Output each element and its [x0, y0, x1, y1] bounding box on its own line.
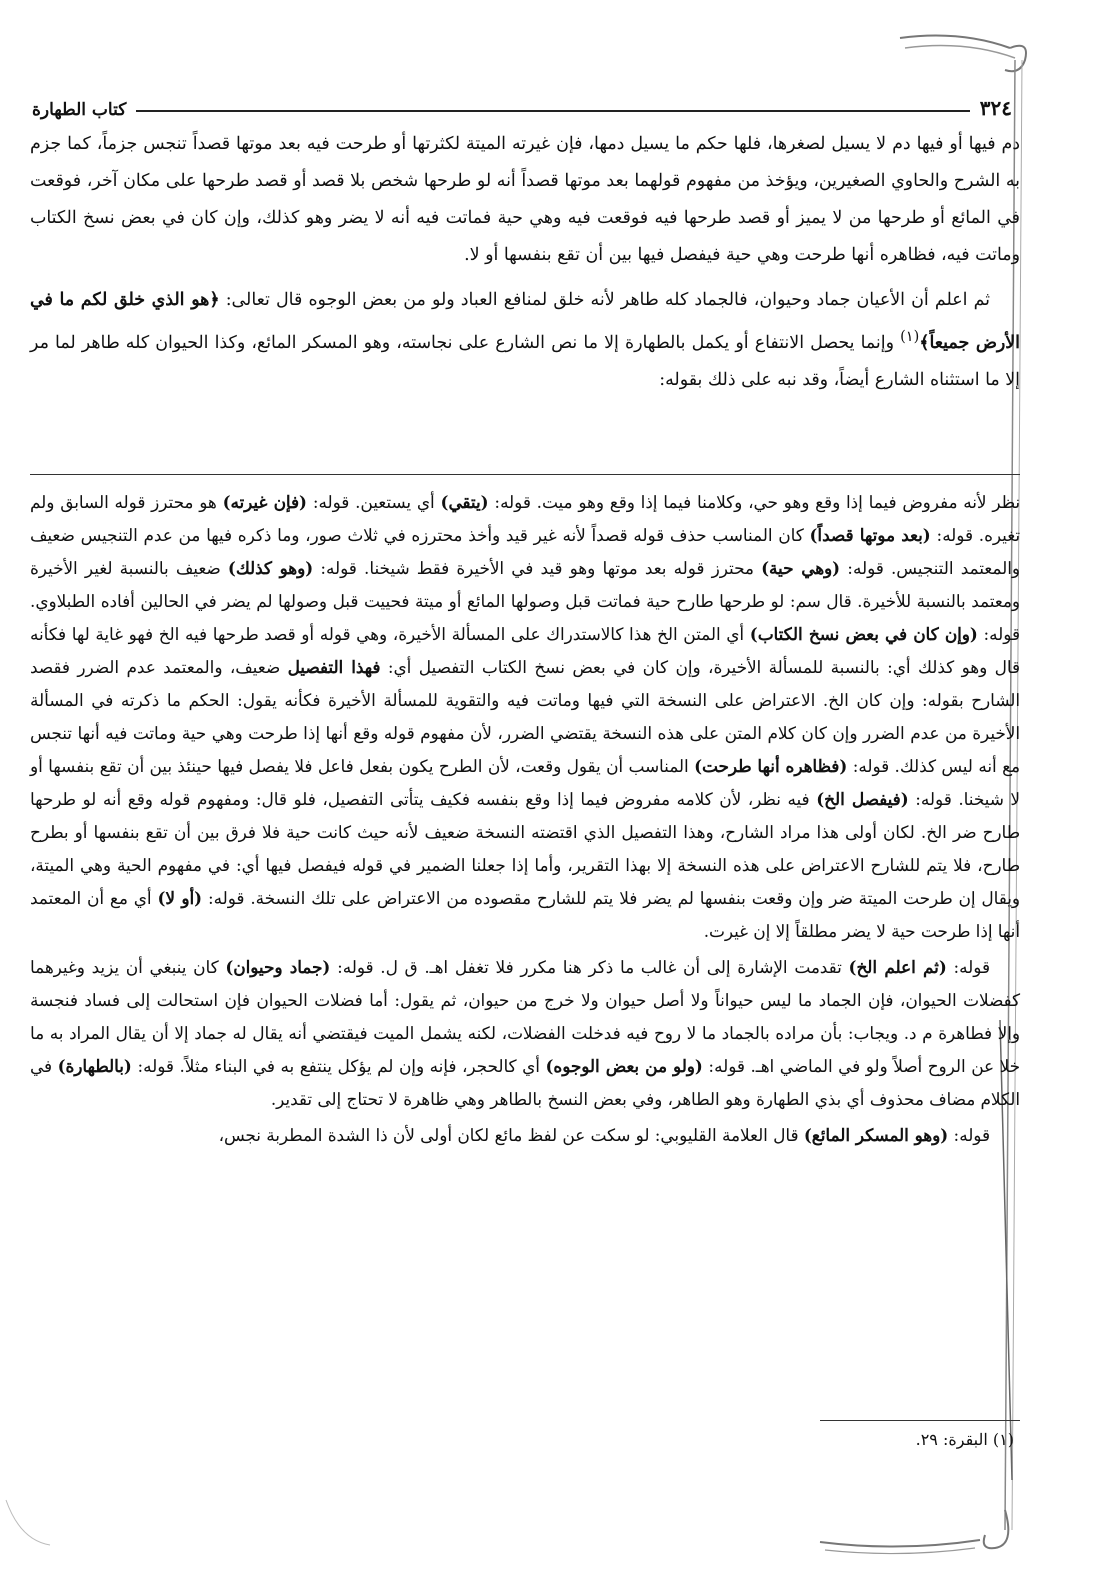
commentary-text: هو محترز قوله السابق ولم تغيره. قوله:: [30, 492, 1020, 545]
commentary-text: قوله:: [946, 957, 990, 977]
commentary-lemma: (فيفصل الخ): [816, 789, 909, 809]
main-paragraph-2-start: ثم اعلم أن الأعيان جماد وحيوان، فالجماد كله طاهر لأنه خلق لمنافع العباد ولو من بعض الوجوه قال تعالى:: [225, 290, 990, 310]
commentary-text: محترز قوله بعد موتها وهو قيد في الأخيرة فقط شيخنا. قوله:: [313, 558, 762, 578]
commentary-lemma: (يتقي): [440, 492, 489, 512]
running-title: كتاب الطهارة: [32, 100, 127, 120]
commentary-text: أي يستعين. قوله:: [307, 492, 441, 512]
commentary-text: فيه نظر، لأن كلامه مفروض فيما إذا وقع بنفسه فكيف يتأتى التفصيل، فلو قال: ومفهوم قوله وقع أنه لو طرحها طارح ضر الخ. لكان أولى هذا مراد الشارح، وهذا التفصيل الذي اقتضته النسخة ضعيف لأنه حيث كانت حية فلا فرق بين أن تقع بنفسها أو بطرح طارح، فلا يتم للشارح الاعتراض على هذه النسخة إلا بهذا التقرير، وأما إذا جعلنا الضمير في قوله فيفصل فيها أي: في مفهوم الحية وهي الميتة، ويقال إن طرحت الميتة ضر وإن وقعت بنفسها لم يضر فلا يتم للشارح مقصوده من الاعتراض على تلك النسخة. قوله:: [30, 789, 1021, 908]
commentary-text: أي مع أن المعتمد أنها إذا طرحت حية لا يضر مطلقاً إلا إن غيرت.: [30, 888, 1020, 941]
commentary-paragraph-1: [30, 486, 1020, 948]
commentary-separator: [30, 474, 1020, 475]
commentary-lemma: (فظاهره أنها طرحت): [694, 756, 848, 776]
main-paragraph-2: [30, 282, 1020, 399]
commentary-lemma: (ولو من بعض الوجوه): [545, 1056, 703, 1076]
book-page: [30, 80, 1020, 1510]
commentary-text: تقدمت الإشارة إلى أن غالب ما ذكر هنا مكرر فلا تغفل اهـ. ق ل. قوله:: [330, 957, 849, 977]
main-text: [30, 126, 1020, 399]
footnote-separator: [820, 1420, 1020, 1421]
page-number: ٣٢٤: [979, 96, 1012, 120]
commentary-text: أي كالحجر، فإنه وإن لم يؤكل ينتفع به في البناء مثلاً. قوله:: [131, 1056, 546, 1076]
commentary-text: قال العلامة القليوبي: لو سكت عن لفظ مائع لكان أولى لأن ذا الشدة المطربة نجس،: [218, 1125, 804, 1145]
commentary-text: قوله:: [948, 1125, 990, 1145]
commentary-lemma: (وهو كذلك): [227, 558, 314, 578]
commentary-text: أي المتن الخ هذا كالاستدراك على المسألة الأخيرة، وهي قوله أو قصد طرحها فيه الخ فهو غاية لها فكأنه قال وهو كذلك أي: بالنسبة للمسألة الأخيرة، وإن كان في بعض نسخ الكتاب التفصيل أي:: [30, 624, 1020, 677]
main-paragraph-1: دم فيها أو فيها دم لا يسيل لصغرها، فلها حكم ما يسيل دمها، فإن غيرته الميتة لكثرتها أو طرحت فيه بعد موتها قصداً تنجس جزماً، كما جزم به الشرح والحاوي الصغيرين، ويؤخذ من مفهوم قولهما بعد موتها قصداً أنه لو طرحها شخص بلا قصد أو قصد طرحها على مكان آخر، فوقعت في المائع أو طرحها من لا يميز أو قصد طرحها فيه فوقعت فيه وهي حية فماتت فيه أنه لا يضر وهو كذلك، وإن كان في بعض نسخ الكتاب وماتت فيه، فظاهره أنها طرحت وهي حية فيفصل فيها بين أن تقع بنفسها أو لا.: [30, 134, 1020, 265]
commentary-lemma: (بعد موتها قصداً): [809, 525, 931, 545]
page-header: [30, 80, 1020, 120]
main-paragraph-2-end: وإنما يحصل الانتفاع أو يكمل بالطهارة إلا ما نص الشارع على نجاسته، وهو المسكر المائع، وكذا الحيوان كله طاهر لما مر إلا ما استثناه الشارع أيضاً، وقد نبه على ذلك بقوله:: [30, 332, 1020, 390]
commentary-lemma: (بالطهارة): [57, 1056, 132, 1076]
commentary-text: نظر لأنه مفروض فيما إذا وقع وهو حي، وكلامنا فيما إذا وقع وهو ميت. قوله:: [488, 492, 1021, 512]
commentary-text: ضعيف، والمعتمد عدم الضرر فقصد الشارح بقوله: وإن كان الخ. الاعتراض على النسخة التي فيها وماتت فيه والتقوية للمسألة الأخيرة فكأنه يقول: الحكم ما ذكرته في المسألة الأخيرة من عدم الضرر وإن كان كلام المتن على هذه النسخة يقتضي الضرر، لأن مفهوم قوله وقع أنها إذا طرحت وهي حية وماتت فيه أنها تنجس مع أنه ليس كذلك. قوله:: [30, 657, 1020, 776]
commentary-lemma: (ثم اعلم الخ): [848, 957, 947, 977]
commentary-text: كان المناسب حذف قوله قصداً لأنه غير قيد وأخذ محترزه في ثلاث صور، وما ذكره فيها من عدم التنجيس ضعيف والمعتمد التنجيس. قوله:: [30, 525, 1020, 578]
commentary-lemma: (وهو المسكر المائع): [803, 1125, 949, 1145]
commentary-paragraph-3: [30, 1119, 1020, 1152]
commentary-lemma: (فإن غيرته): [222, 492, 307, 512]
commentary-lemma: فهذا التفصيل: [287, 657, 381, 677]
commentary-text: ضعيف بالنسبة لغير الأخيرة ومعتمد بالنسبة للأخيرة. قال سم: لو طرحها طارح حية فماتت قبل وصولها المائع أو ميتة فحييت قبل وصولها لم يضر في الحالين أفاده الطبلاوي. قوله:: [30, 558, 1020, 644]
quran-verse: ﴿هو الذي خلق لكم ما في الأرض جميعاً﴾: [30, 290, 1021, 353]
commentary-lemma: (أو لا): [157, 888, 203, 908]
commentary-text: في الكلام مضاف محذوف أي بذي الطهارة وهو الطاهر، وفي بعض النسخ بالطاهر وهي ظاهرة لا تحتاج إلى تقدير.: [30, 1056, 1020, 1109]
commentary-paragraph-2: [30, 951, 1020, 1116]
header-rule: [136, 110, 969, 112]
commentary-text: كان ينبغي أن يزيد وغيرهما كفضلات الحيوان، فإن الجماد ما ليس حيواناً ولا أصل حيوان ولا خرج من حيوان، ثم يقول: أما فضلات الحيوان فإن استحالت إلى فساد فنجسة وإلا فطاهرة م د. ويجاب: بأن مراده بالجماد ما لا روح فيه فدخلت الفضلات، لكنه يشمل الميت فيقتضي أنه يقال له جماد إلا أن يقال المراد به ما خلا عن الروح أصلاً ولو في الماضي اهـ. قوله:: [30, 957, 1020, 1076]
commentary-lemma: (جماد وحيوان): [225, 957, 331, 977]
commentary: [30, 486, 1020, 1152]
footnote-reference: (١): [900, 329, 920, 345]
footnote: (١) البقرة: ٢٩.: [915, 1430, 1014, 1449]
commentary-lemma: (وإن كان في بعض نسخ الكتاب): [749, 624, 978, 644]
commentary-lemma: (وهي حية): [761, 558, 841, 578]
commentary-text: المناسب أن يقول وقعت، لأن الطرح يكون بفعل فاعل فلا يفصل فيها حينئذ بين أن تقع بنفسها أو لا شيخنا. قوله:: [30, 756, 1020, 809]
